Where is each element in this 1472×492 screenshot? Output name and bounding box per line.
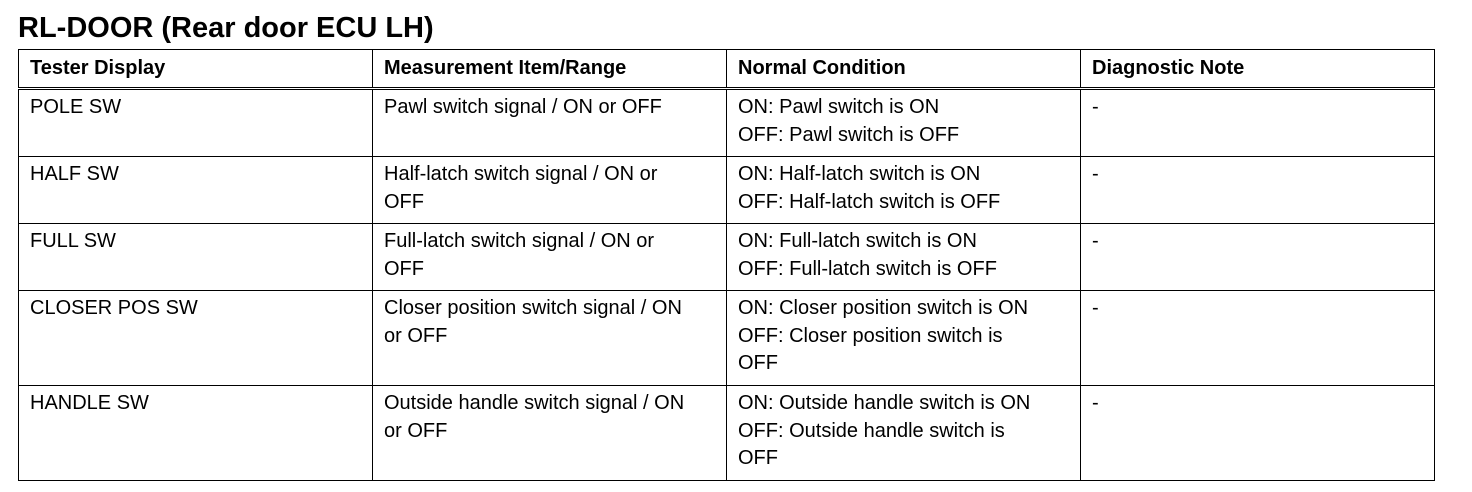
measurement-cell: Half-latch switch signal / ON or OFF <box>373 157 727 224</box>
column-header-diagnostic-note: Diagnostic Note <box>1081 50 1435 89</box>
measurement-cell: Full-latch switch signal / ON or OFF <box>373 224 727 291</box>
diagnostic-note-cell: - <box>1081 157 1435 224</box>
table-row <box>19 224 1435 291</box>
data-list-table <box>18 49 1435 481</box>
column-header-tester-display: Tester Display <box>19 50 373 89</box>
diagnostic-note-cell: - <box>1081 291 1435 386</box>
page-title: RL-DOOR (Rear door ECU LH) <box>18 12 434 44</box>
normal-condition-cell: ON: Outside handle switch is ON OFF: Outside handle switch is OFF <box>727 386 1081 481</box>
diagnostic-note-cell: - <box>1081 224 1435 291</box>
table-row <box>19 89 1435 157</box>
table-row <box>19 386 1435 481</box>
tester-display-cell: FULL SW <box>19 224 373 291</box>
column-header-normal-condition: Normal Condition <box>727 50 1081 89</box>
measurement-cell: Outside handle switch signal / ON or OFF <box>373 386 727 481</box>
tester-display-cell: HANDLE SW <box>19 386 373 481</box>
diagnostic-note-cell: - <box>1081 386 1435 481</box>
normal-condition-cell: ON: Half-latch switch is ON OFF: Half-latch switch is OFF <box>727 157 1081 224</box>
measurement-cell: Closer position switch signal / ON or OFF <box>373 291 727 386</box>
table-header-row <box>19 50 1435 89</box>
table-row <box>19 157 1435 224</box>
normal-condition-cell: ON: Full-latch switch is ON OFF: Full-latch switch is OFF <box>727 224 1081 291</box>
tester-display-cell: CLOSER POS SW <box>19 291 373 386</box>
tester-display-cell: POLE SW <box>19 89 373 157</box>
diagnostic-note-cell: - <box>1081 89 1435 157</box>
normal-condition-cell: ON: Pawl switch is ON OFF: Pawl switch is OFF <box>727 89 1081 157</box>
measurement-cell: Pawl switch signal / ON or OFF <box>373 89 727 157</box>
table-row <box>19 291 1435 386</box>
normal-condition-cell: ON: Closer position switch is ON OFF: Closer position switch is OFF <box>727 291 1081 386</box>
column-header-measurement-item: Measurement Item/Range <box>373 50 727 89</box>
tester-display-cell: HALF SW <box>19 157 373 224</box>
